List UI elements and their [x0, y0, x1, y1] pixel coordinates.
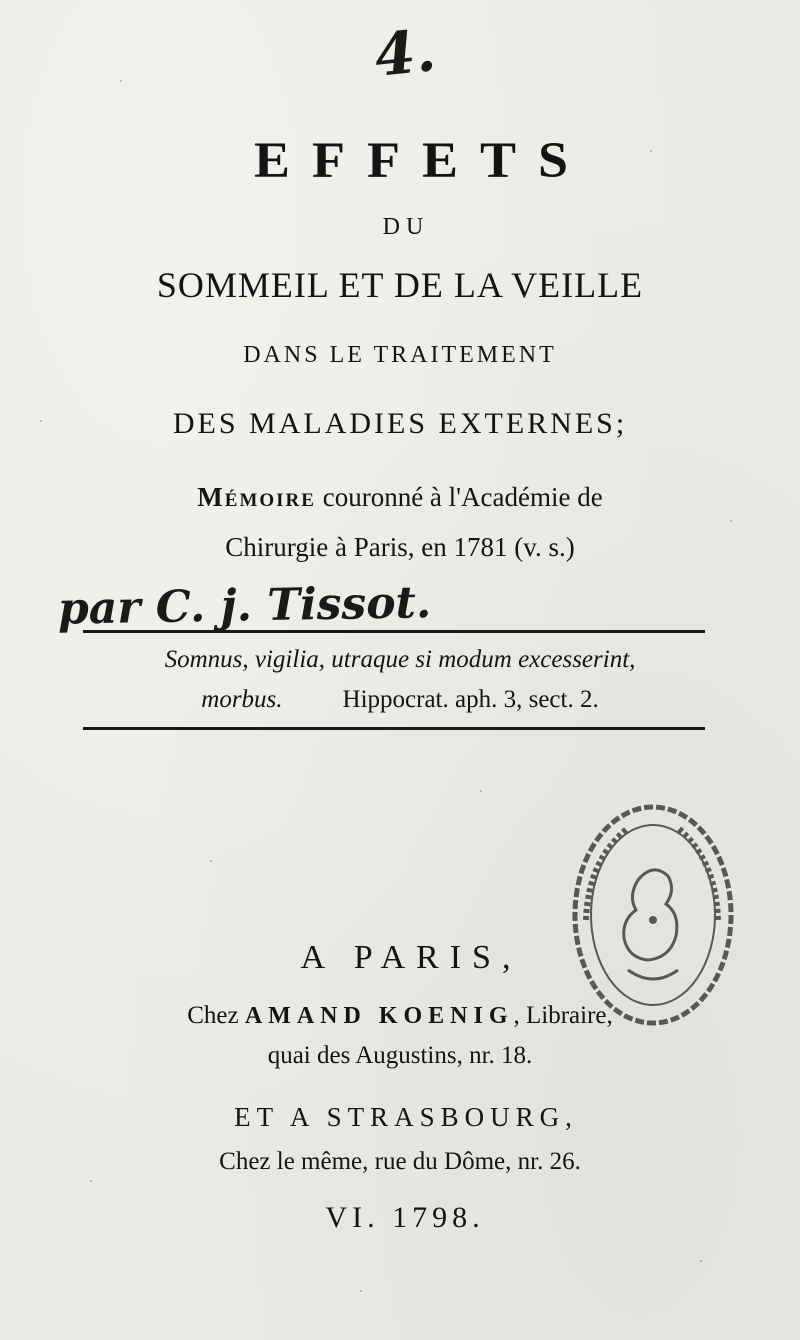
epigraph-morbus: morbus.	[201, 686, 283, 713]
imprint-second-address: Chez le même, rue du Dôme, nr. 26.	[219, 1148, 581, 1175]
imprint-date: VI. 1798.	[325, 1201, 485, 1234]
paper-speck	[120, 80, 122, 82]
imprint-chez: Chez	[187, 1002, 245, 1029]
subtitle-chirurgie: Chirurgie à Paris, en 1781 (v. s.)	[225, 532, 575, 562]
title-line-sommeil: SOMMEIL ET DE LA VEILLE	[156, 265, 644, 305]
imprint-city: A PARIS,	[300, 939, 522, 976]
title-main: EFFETS	[253, 131, 591, 189]
handwritten-folio-mark: 4.	[371, 16, 439, 90]
imprint-libraire: , Libraire,	[513, 1002, 613, 1029]
epigraph-line-1: Somnus, vigilia, utraque si modum excesserint,	[164, 646, 636, 673]
rule-top	[83, 630, 705, 633]
library-stamp-icon	[568, 800, 738, 1030]
title-line-maladies: DES MALADIES EXTERNES;	[172, 407, 628, 440]
paper-speck	[210, 860, 212, 862]
title-du: DU	[382, 214, 430, 240]
imprint-publisher-line	[0, 998, 800, 1034]
subtitle-memoire-smallcaps: Mémoire	[197, 482, 316, 512]
epigraph-line-2	[0, 684, 800, 716]
paper-speck	[700, 1260, 702, 1262]
imprint-second-city: ET A STRASBOURG,	[234, 1102, 578, 1132]
epigraph-reference: Hippocrat. aph. 3, sect. 2.	[342, 686, 599, 713]
handwritten-author: par C. j. Tissot.	[57, 577, 432, 635]
paper-speck	[90, 1180, 92, 1182]
imprint-publisher: AMAND KOENIG	[244, 1003, 514, 1029]
paper-speck	[730, 520, 732, 522]
title-line-traitement: DANS LE TRAITEMENT	[243, 342, 557, 368]
imprint-address: quai des Augustins, nr. 18.	[267, 1042, 533, 1069]
subtitle-memoire	[0, 478, 800, 516]
subtitle-memoire-rest: couronné à l'Académie de	[315, 482, 603, 512]
rule-bottom	[83, 727, 705, 730]
paper-speck	[480, 790, 482, 792]
paper-speck	[360, 1290, 362, 1292]
